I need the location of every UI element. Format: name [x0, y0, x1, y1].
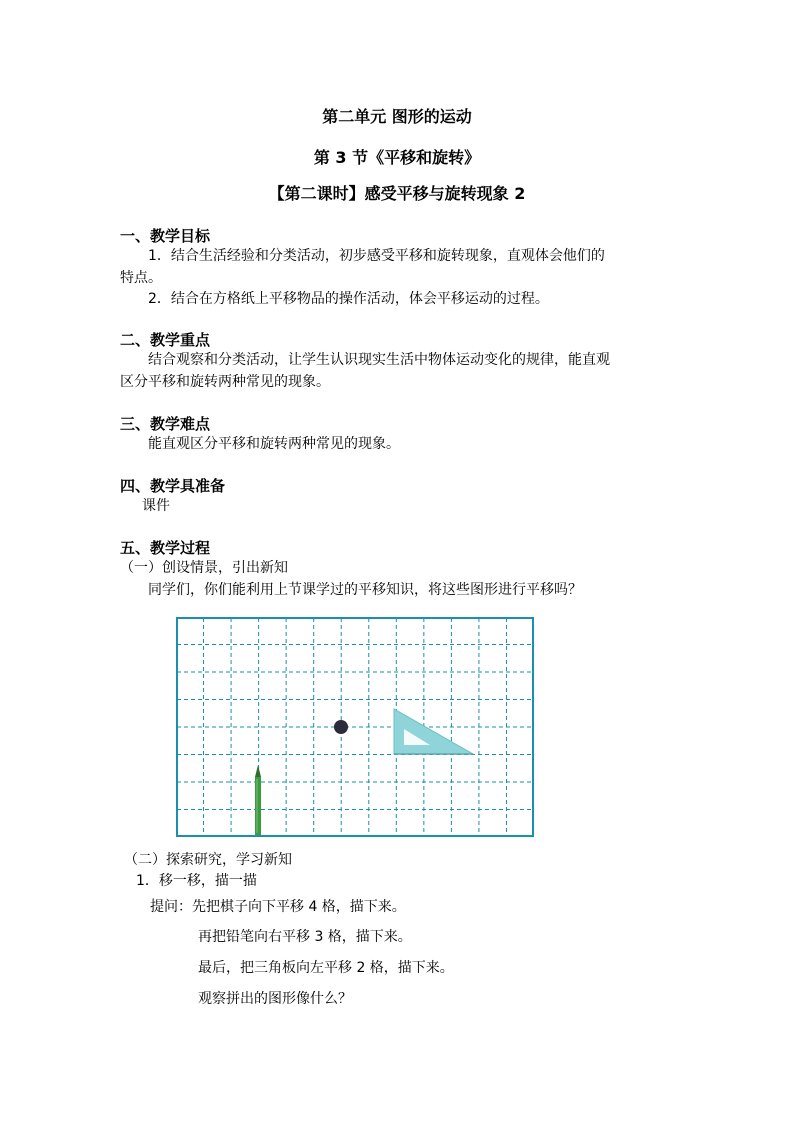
- question-3: 最后，把三角板向左平移 2 格，描下来。: [198, 960, 454, 976]
- focus-line-1: 结合观察和分类活动，让学生认识现实生活中物体运动变化的规律，能直观: [148, 352, 610, 368]
- grid-svg: [176, 617, 534, 839]
- step-1: 1．移一移，描一描: [136, 873, 257, 889]
- section-3-heading: 三、教学难点: [120, 415, 211, 433]
- goal-2: 2．结合在方格纸上平移物品的操作活动，体会平移运动的过程。: [148, 291, 549, 307]
- question-2: 再把铅笔向右平移 3 格，描下来。: [198, 929, 412, 945]
- section-1-heading: 一、教学目标: [120, 227, 211, 245]
- pencil: [255, 765, 261, 835]
- section-title: 第 3 节《平移和旋转》: [313, 148, 481, 167]
- unit-title: 第二单元 图形的运动: [322, 107, 472, 126]
- grid-lines: [177, 618, 534, 837]
- triangle-ruler: [394, 709, 473, 754]
- pencil-body: [255, 777, 261, 835]
- question-1: 提问：先把棋子向下平移 4 格，描下来。: [150, 899, 406, 915]
- section-5-heading: 五、教学过程: [120, 539, 211, 557]
- section-2-heading: 二、教学重点: [120, 331, 211, 349]
- pencil-tip: [255, 765, 261, 777]
- subsection-1-text: 同学们，你们能利用上节课学过的平移知识，将这些图形进行平移吗？: [148, 582, 582, 598]
- subsection-2: （二）探索研究，学习新知: [124, 852, 292, 868]
- difficulty-line: 能直观区分平移和旋转两种常见的现象。: [148, 436, 400, 452]
- materials-line: 课件: [142, 498, 170, 514]
- goal-1-line-1: 1．结合生活经验和分类活动，初步感受平移和旋转现象，直观体会他们的: [148, 248, 605, 264]
- grid-figure: [176, 617, 534, 839]
- chess-piece: [334, 720, 348, 734]
- focus-line-2: 区分平移和旋转两种常见的现象。: [120, 374, 330, 390]
- section-4-heading: 四、教学具准备: [120, 477, 226, 495]
- lesson-title: 【第二课时】感受平移与旋转现象 2: [268, 184, 526, 203]
- question-4: 观察拼出的图形像什么？: [198, 991, 352, 1007]
- goal-1-line-2: 特点。: [120, 270, 162, 286]
- subsection-1: （一）创设情景，引出新知: [120, 560, 288, 576]
